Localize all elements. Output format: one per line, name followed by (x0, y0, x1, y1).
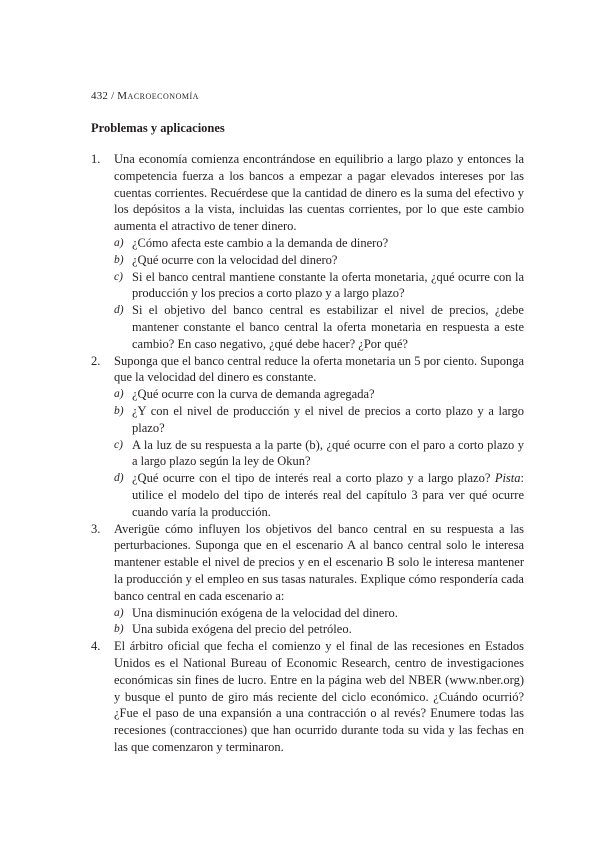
subquestion-text: Si el objetivo del banco central es estabilizar el nivel de precios, ¿debe mantener constante el banco central la oferta monetaria en respuesta a este cambio? En caso negativo, ¿qué debe hacer? ¿Por qué? (132, 303, 524, 351)
section-title: Problemas y aplicaciones (91, 121, 225, 135)
subquestion-text-before: ¿Qué ocurre con el tipo de interés real a corto plazo y a largo plazo? (132, 471, 495, 486)
subquestion-letter: c) (114, 438, 123, 451)
subquestion-letter: b) (114, 253, 124, 266)
problem-number: 2. (91, 353, 101, 368)
subquestion-letter: d) (114, 472, 124, 485)
book-title: Macroeconomía (117, 90, 199, 102)
subquestion (114, 403, 524, 437)
subquestion (114, 386, 524, 403)
page-number: 432 (91, 90, 109, 102)
header-separator: / (111, 90, 115, 102)
problem-3 (91, 521, 524, 639)
problem-number: 1. (91, 152, 101, 166)
subquestion (114, 621, 524, 638)
subquestion (114, 302, 524, 352)
subquestion-letter: a) (114, 606, 124, 619)
subquestion (114, 605, 524, 622)
problem-2-items (114, 386, 524, 520)
problem-1-items (114, 235, 524, 353)
subquestion-text: Una disminución exógena de la velocidad del dinero. (132, 605, 398, 620)
subquestion-text: ¿Qué ocurre con la curva de demanda agregada? (132, 387, 375, 402)
subquestion-letter: a) (114, 236, 124, 249)
subquestion (114, 269, 524, 303)
subquestion-text: ¿Qué ocurre con la velocidad del dinero? (132, 252, 338, 267)
hint-label: Pista (494, 471, 521, 486)
subquestion-letter: b) (114, 623, 124, 636)
problem-text: Averigüe cómo influyen los objetivos del banco central en su respuesta a las perturbaciones. Suponga que en el escenario A al banco central solo le interesa mantener estable el nivel de precios y en el escenario B solo le interesa mantener la producción y el empleo en sus tasas naturales. Explique cómo respondería cada banco central en cada escenario a: (114, 521, 524, 603)
subquestion-text: ¿Cómo afecta este cambio a la demanda de dinero? (132, 235, 389, 250)
running-head (91, 90, 199, 102)
subquestion-text: ¿Y con el nivel de producción y el nivel de precios a corto plazo y a largo plazo? (132, 403, 524, 435)
problem-2 (91, 353, 524, 521)
subquestion (114, 470, 524, 520)
problem-3-items (114, 605, 524, 639)
subquestion (114, 437, 524, 471)
subquestion-letter: d) (114, 304, 124, 317)
subquestion (114, 252, 524, 269)
problem-4 (91, 638, 524, 756)
problem-text: Suponga que el banco central reduce la oferta monetaria un 5 por ciento. Suponga que la velocidad del dinero es constante. (114, 353, 524, 385)
subquestion-text: Si el banco central mantiene constante la oferta monetaria, ¿qué ocurre con la producción y los precios a corto plazo y a largo plazo? (132, 269, 524, 301)
subquestion-letter: b) (114, 404, 124, 417)
problem-1 (91, 151, 524, 353)
subquestion-letter: c) (114, 270, 123, 283)
problem-text: Una economía comienza encontrándose en equilibrio a largo plazo y entonces la competencia fuerza a los bancos a empezar a pagar elevados intereses por las cuentas corrientes. Recuérdese que la cantidad de dinero es la suma del efectivo y los depósitos a la vista, incluidas las cuentas corrientes, por lo que este cambio aumenta el atractivo de tener dinero. (114, 152, 524, 234)
subquestion-text-after: : utilice el modelo del tipo de interés real del capítulo 3 para ver qué ocurre cuando varía la producción. (132, 471, 524, 519)
subquestion (114, 235, 524, 252)
problem-number: 4. (91, 639, 101, 654)
problem-list (91, 151, 524, 756)
subquestion-text: A la luz de su respuesta a la parte (b), ¿qué ocurre con el paro a corto plazo y a largo plazo según la ley de Okun? (132, 437, 524, 469)
subquestion-letter: a) (114, 388, 124, 401)
problem-number: 3. (91, 521, 101, 536)
subquestion-text: Una subida exógena del precio del petróleo. (132, 622, 352, 637)
problem-text: El árbitro oficial que fecha el comienzo y el final de las recesiones en Estados Unidos es el National Bureau of Economic Research, centro de investigaciones económicas sin fines de lucro. Entre en la página web del NBER (www.nber.org) y busque el punto de giro más reciente del ciclo económico. ¿Cuándo ocurrió? ¿Fue el paso de una expansión a una contracción o al revés? Enumere todas las recesiones (contracciones) que han ocurrido durante toda su vida y las fechas en las que comenzaron y terminaron. (114, 639, 524, 754)
